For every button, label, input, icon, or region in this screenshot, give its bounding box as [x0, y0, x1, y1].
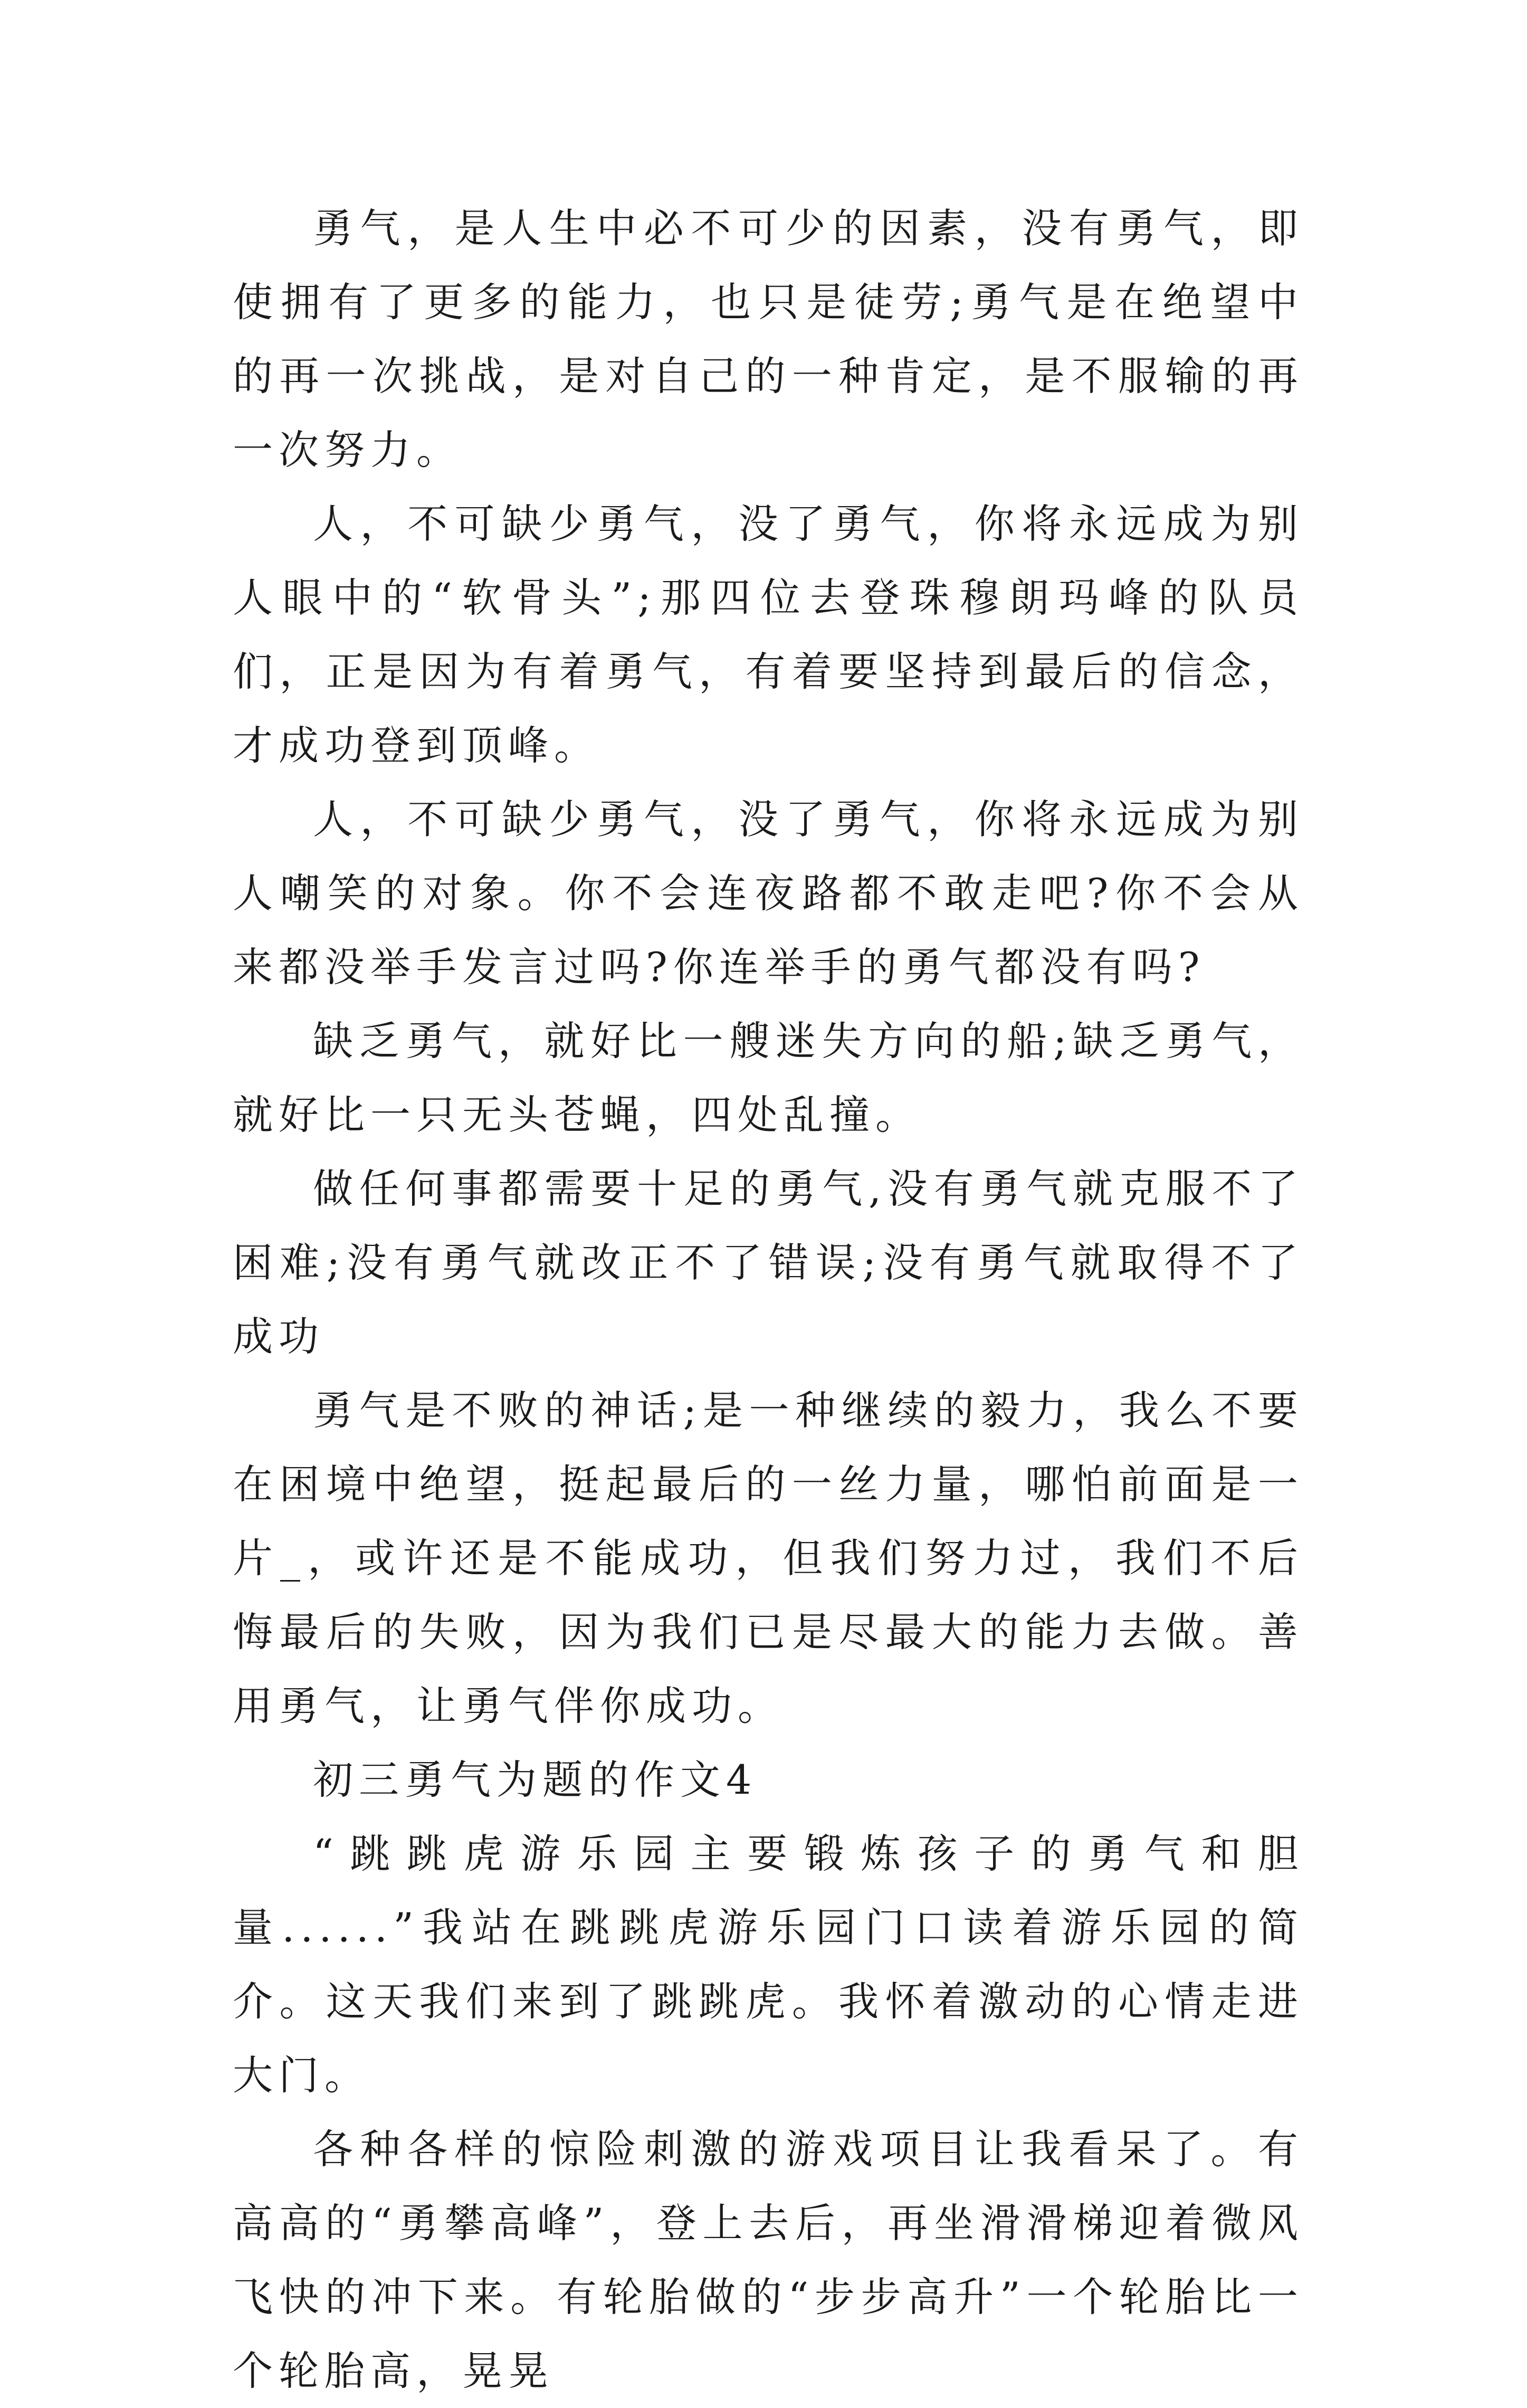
paragraph-1: 勇气，是人生中必不可少的因素，没有勇气，即使拥有了更多的能力，也只是徒劳;勇气是在绝望中的再一次挑战，是对自己的一种肯定，是不服输的再一次努力。: [233, 205, 1304, 473]
document-body: [233, 192, 1304, 2408]
section-heading: 初三勇气为题的作文4: [313, 1756, 758, 1803]
paragraph-7: “跳跳虎游乐园主要锻炼孩子的勇气和胆量......”我站在跳跳虎游乐园门口读着游乐园的简介。这天我们来到了跳跳虎。我怀着激动的心情走进大门。: [233, 1830, 1304, 2099]
paragraph-6: 勇气是不败的神话;是一种继续的毅力，我么不要在困境中绝望，挺起最后的一丝力量，哪怕前面是一片_，或许还是不能成功，但我们努力过，我们不后悔最后的失败，因为我们已是尽最大的能力去做。善用勇气，让勇气伴你成功。: [233, 1387, 1304, 1729]
paragraph-5: 做任何事都需要十足的勇气,没有勇气就克服不了困难;没有勇气就改正不了错误;没有勇气就取得不了成功: [233, 1165, 1304, 1360]
paragraph-2: 人，不可缺少勇气，没了勇气，你将永远成为别人眼中的“软骨头”;那四位去登珠穆朗玛峰的队员们，正是因为有着勇气，有着要坚持到最后的信念，才成功登到顶峰。: [233, 500, 1304, 769]
paragraph-3: 人，不可缺少勇气，没了勇气，你将永远成为别人嘲笑的对象。你不会连夜路都不敢走吧?你不会从来都没举手发言过吗?你连举手的勇气都没有吗?: [233, 796, 1304, 991]
paragraph-4: 缺乏勇气，就好比一艘迷失方向的船;缺乏勇气，就好比一只无头苍蝇，四处乱撞。: [233, 1017, 1304, 1138]
paragraph-8: 各种各样的惊险刺激的游戏项目让我看呆了。有高高的“勇攀高峰”，登上去后，再坐滑滑梯迎着微风飞快的冲下来。有轮胎做的“步步高升”一个轮胎比一个轮胎高，晃晃: [233, 2126, 1304, 2394]
